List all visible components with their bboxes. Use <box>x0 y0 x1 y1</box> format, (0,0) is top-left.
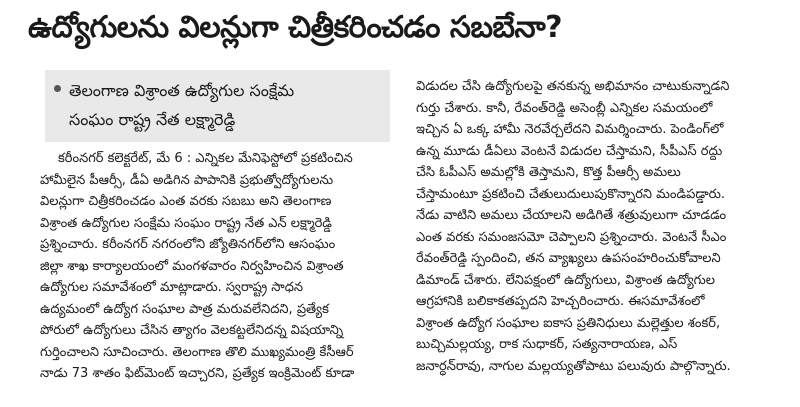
paragraph-line: చేసి ఓపీఎస్ అమల్లోకి తెస్తామని, కొత్త పీఆర్సీ అమలు <box>416 165 681 180</box>
article-column-right <box>416 76 782 377</box>
paragraph-line: ప్రశ్నించారు. కరీంనగర్ నగరంలోని జ్యోతినగర్‌లోని ఆసంఘం <box>40 237 336 252</box>
bullet-icon <box>54 85 61 92</box>
paragraph-line: విడుదల చేసి ఉద్యోగులపై తనకున్న అభిమానం చాటుకున్నాడని <box>416 79 730 94</box>
paragraph-line: ఉద్యమంలో ఉద్యోగ సంఘాల పాత్ర మరువలేనిదని, ప్రత్యేక <box>40 301 329 317</box>
subheading-box <box>45 70 390 142</box>
paragraph-line: విలన్లుగా చిత్రీకరించడం ఎంత వరకు సబబు అని తెలంగాణ <box>40 194 332 209</box>
paragraph-line: ఇచ్చిన ఏ ఒక్క హామీ నెరవేర్చలేదని విమర్శించారు. పెండింగ్‌లో <box>416 122 724 137</box>
paragraph-line: ఎంత వరకు సమంజసమో చెప్పాలని ప్రశ్నించారు. వెంటనే సీఎం <box>416 229 727 245</box>
paragraph-line: గుర్తు చేశారు. కానీ, రేవంత్‌రెడ్డి అసెంబ్లీ ఎన్నికల సమయంలో <box>416 100 713 116</box>
paragraph-line: గుర్తించాలని సూచించారు. తెలంగాణ తొలి ముఖ్యమంత్రి కేసీఆర్ <box>40 344 354 360</box>
paragraph-line: పోరులో ఉద్యోగులు చేసిన త్యాగం వెలకట్టలేనిదన్న విషయాన్ని <box>40 323 344 338</box>
paragraph-line: ఆగ్రహానికి బలికాకతప్పదని హెచ్చరించారు. ఈసమావేశంలో <box>416 294 705 309</box>
subheading-line: తెలంగాణ విశ్రాంత ఉద్యోగుల సంక్షేమ <box>69 81 295 100</box>
paragraph-line: జనార్ధన్‌రావు, నాగుల మల్లయ్యతోపాటు పలువురు పాల్గొన్నారు. <box>416 358 731 374</box>
paragraph-line: కరీంనగర్ కలెక్టరేట్, మే 6 : ఎన్నికల మేనిఫెస్టోలో ప్రకటించిన <box>58 151 353 166</box>
headline: ఉద్యోగులను విలన్లుగా చిత్రీకరించడం సబబేనా? <box>28 10 563 45</box>
paragraph-line: హామీలైన పీఆర్సీ, డీఏ అడిగిన పాపానికి ప్రభుత్వోద్యోగులను <box>40 172 334 188</box>
paragraph-line: విశ్రాంత ఉద్యోగ సంఘాల ఐకాస ప్రతినిధులు మల్లెత్తుల శంకర్, <box>416 315 721 331</box>
paragraph-line: జిల్లా శాఖ కార్యాలయంలో మంగళవారం నిర్వహించిన విశ్రాంత <box>40 258 344 274</box>
paragraph-line: ఉద్యోగుల సమావేశంలో మాట్లాడారు. స్వరాష్ట్ర సాధన <box>40 280 304 295</box>
paragraph-line: నాడు 73 శాతం ఫిట్‌మెంట్ ఇచ్చారని, ప్రత్యేక ఇంక్రిమెంట్ కూడా <box>40 366 355 381</box>
article-column-left <box>40 148 402 385</box>
paragraph-line: చేస్తామంటూ ప్రకటించి చేతులుదులుపుకొన్నారని మండిపడ్డారు. <box>416 186 725 202</box>
paragraph-line: ఉన్న మూడు డీఏలు వెంటనే విడుదల చేస్తామని, సీపీఎస్ రద్దు <box>416 143 723 159</box>
subheading-line: సంఘం రాష్ట్ర నేత లక్ష్మారెడ్డి <box>69 110 236 129</box>
paragraph-line: నేడు వాటిని అమలు చేయాలని అడిగితే శత్రువులుగా చూడడం <box>416 208 727 223</box>
paragraph-line: డిమాండ్ చేశారు. లేనిపక్షంలో ఉద్యోగులు, విశ్రాంత ఉద్యోగుల <box>416 272 715 288</box>
paragraph-line: విశ్రాంత ఉద్యోగుల సంక్షేమ సంఘం రాష్ట్ర నేత ఎన్ లక్ష్మారెడ్డి <box>40 215 332 231</box>
paragraph-line: బుచ్చిమల్లయ్య, రాక సుధాకర్, సత్యనారాయణ, ఎస్ <box>416 337 678 352</box>
paragraph-line: రేవంత్‌రెడ్డి స్పందించి, తన వ్యాఖ్యలు ఉపసంహరించుకోవాలని <box>416 251 721 266</box>
